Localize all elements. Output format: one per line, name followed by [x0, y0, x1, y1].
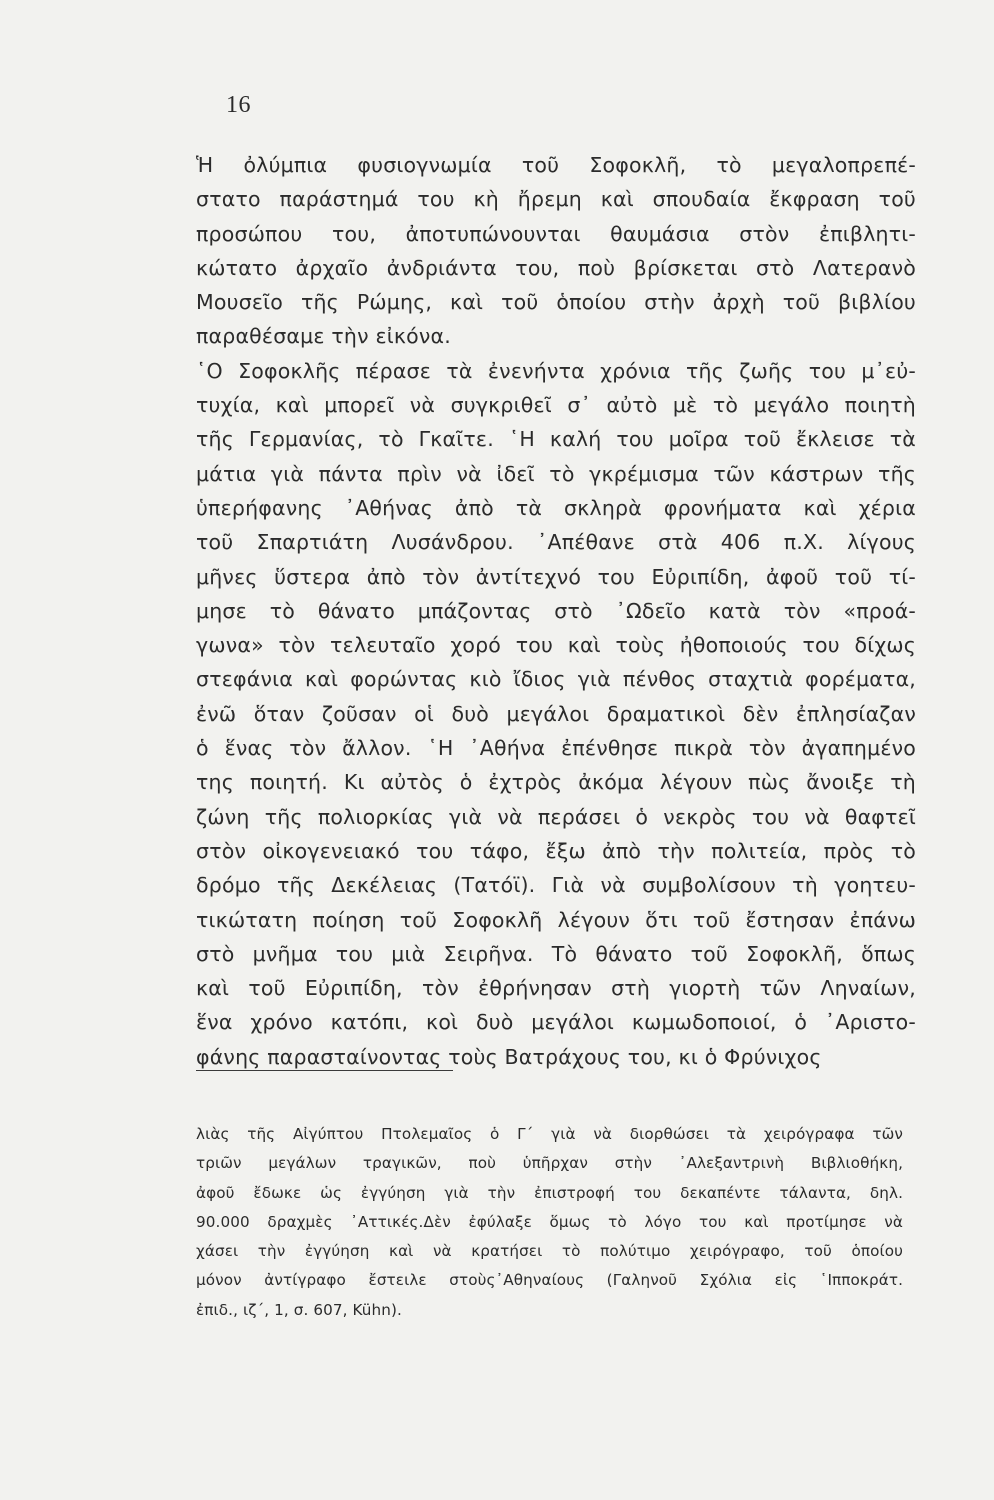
text-line: τοῦ Σπαρτιάτη Λυσάνδρου. ᾽Απέθανε στὰ 406 π.Χ. λίγους	[196, 530, 916, 555]
footnote-divider	[196, 1070, 453, 1071]
footnote-line: τριῶν μεγάλων τραγικῶν, ποὺ ὑπῆρχαν στὴν ᾽Αλεξαντρινὴ Βιβλιοθήκη,	[196, 1154, 903, 1173]
text-line: τῆς Γερμανίας, τὸ Γκαῖτε. ῾Η καλή του μοῖρα τοῦ ἔκλεισε τὰ	[196, 427, 916, 452]
text-line: τυχία, καὶ μπορεῖ νὰ συγκριθεῖ σ᾽ αὐτὸ μὲ τὸ μεγάλο ποιητὴ	[196, 393, 916, 418]
text-line: στὸν οἰκογενειακό του τάφο, ἔξω ἀπὸ τὴν πολιτεία, πρὸς τὸ	[196, 838, 916, 863]
footnote-line: λιὰς τῆς Αἰγύπτου Πτολεμαῖος ὁ Γ΄ γιὰ νὰ διορθώσει τὰ χειρόγραφα τῶν	[196, 1125, 903, 1143]
text-line: της ποιητή. Κι αὐτὸς ὁ ἐχτρὸς ἀκόμα λέγουν πὼς ἄνοιξε τὴ	[196, 770, 916, 795]
page-number: 16	[226, 92, 251, 118]
footnote-line: 90.000 δραχμὲς ᾽Αττικές.Δὲν ἐφύλαξε ὅμως τὸ λόγο του καὶ προτίμησε νὰ	[196, 1212, 903, 1231]
text-line: δρόμο τῆς Δεκέλειας (Τατόϊ). Γιὰ νὰ συμβολίσουν τὴ γοητευ-	[196, 873, 916, 898]
text-line: ἕνα χρόνο κατόπι, κοὶ δυὸ μεγάλοι κωμωδοποιοί, ὁ ᾽Αριστο-	[196, 1010, 916, 1035]
text-line: στὸ μνῆμα του μιὰ Σειρῆνα. Τὸ θάνατο τοῦ Σοφοκλῆ, ὅπως	[196, 941, 916, 966]
text-line: ὑπερήφανης ᾽Αθήνας ἀπὸ τὰ σκληρὰ φρονήματα καὶ χέρια	[196, 495, 916, 520]
footnote-line: ἐπιδ., ιζ΄, 1, σ. 607, Kühn).	[196, 1300, 402, 1319]
text-line: καὶ τοῦ Εὐριπίδη, τὸν ἐθρήνησαν στὴ γιορτὴ τῶν Ληναίων,	[196, 976, 916, 1001]
footnote-body	[196, 1120, 903, 1325]
text-line: μάτια γιὰ πάντα πρὶν νὰ ἰδεῖ τὸ γκρέμισμα τῶν κάστρων τῆς	[196, 461, 916, 486]
text-line: στατο παράστημά του κὴ ἤρεμη καὶ σπουδαία ἔκφραση τοῦ	[196, 187, 916, 212]
text-line: παραθέσαμε τὴν εἰκόνα.	[196, 324, 451, 349]
text-line: προσώπου του, ἀποτυπώνουνται θαυμάσια στὸν ἐπιβλητι-	[196, 221, 916, 246]
text-line: γωνα» τὸν τελευταῖο χορό του καὶ τοὺς ἠθοποιούς του δίχως	[196, 633, 916, 658]
text-line: μησε τὸ θάνατο μπάζοντας στὸ ᾽Ωδεῖο κατὰ τὸν «προά-	[196, 598, 916, 623]
text-line: μῆνες ὕστερα ἀπὸ τὸν ἀντίτεχνό του Εὐριπίδη, ἀφοῦ τοῦ τί-	[196, 564, 916, 589]
footnote-line: ἀφοῦ ἔδωκε ὡς ἐγγύηση γιὰ τὴν ἐπιστροφή του δεκαπέντε τάλαντα, δηλ.	[196, 1183, 903, 1202]
text-line: στεφάνια καὶ φορώντας κιὸ ἴδιος γιὰ πένθος σταχτιὰ φορέματα,	[196, 667, 916, 692]
text-line: ῾Ο Σοφοκλῆς πέρασε τὰ ἐνενήντα χρόνια τῆς ζωῆς του μ᾽εὐ-	[196, 358, 916, 383]
text-line: ὁ ἕνας τὸν ἄλλον. ῾Η ᾽Αθήνα ἐπένθησε πικρὰ τὸν ἀγαπημένο	[196, 736, 916, 761]
footnote-line: χάσει τὴν ἐγγύηση καὶ νὰ κρατήσει τὸ πολύτιμο χειρόγραφο, τοῦ ὁποίου	[196, 1242, 903, 1261]
text-line: Μουσεῖο τῆς Ρώμης, καὶ τοῦ ὁποίου στὴν ἀρχὴ τοῦ βιβλίου	[196, 290, 916, 315]
text-line: τικώτατη ποίηση τοῦ Σοφοκλῆ λέγουν ὅτι τοῦ ἔστησαν ἐπάνω	[196, 907, 916, 932]
text-line: ἐνῶ ὅταν ζοῦσαν οἱ δυὸ μεγάλοι δραματικοὶ δὲν ἐπλησίαζαν	[196, 701, 916, 726]
text-line: φάνης παρασταίνοντας τοὺς Βατράχους του, κι ὁ Φρύνιχος	[196, 1044, 822, 1069]
main-text-body	[196, 148, 916, 1074]
footnote-line: μόνον ἀντίγραφο ἔστειλε στοὺς᾽Αθηναίους (Γαληνοῦ Σχόλια εἰς ῾Ιπποκράτ.	[196, 1271, 903, 1290]
text-line: κώτατο ἀρχαῖο ἀνδριάντα του, ποὺ βρίσκεται στὸ Λατερανὸ	[196, 255, 916, 280]
text-line: ζώνη τῆς πολιορκίας γιὰ νὰ περάσει ὁ νεκρὸς του νὰ θαφτεῖ	[196, 804, 916, 829]
text-line: Ἡ ὀλύμπια φυσιογνωμία τοῦ Σοφοκλῆ, τὸ μεγαλοπρεπέ-	[196, 153, 916, 177]
